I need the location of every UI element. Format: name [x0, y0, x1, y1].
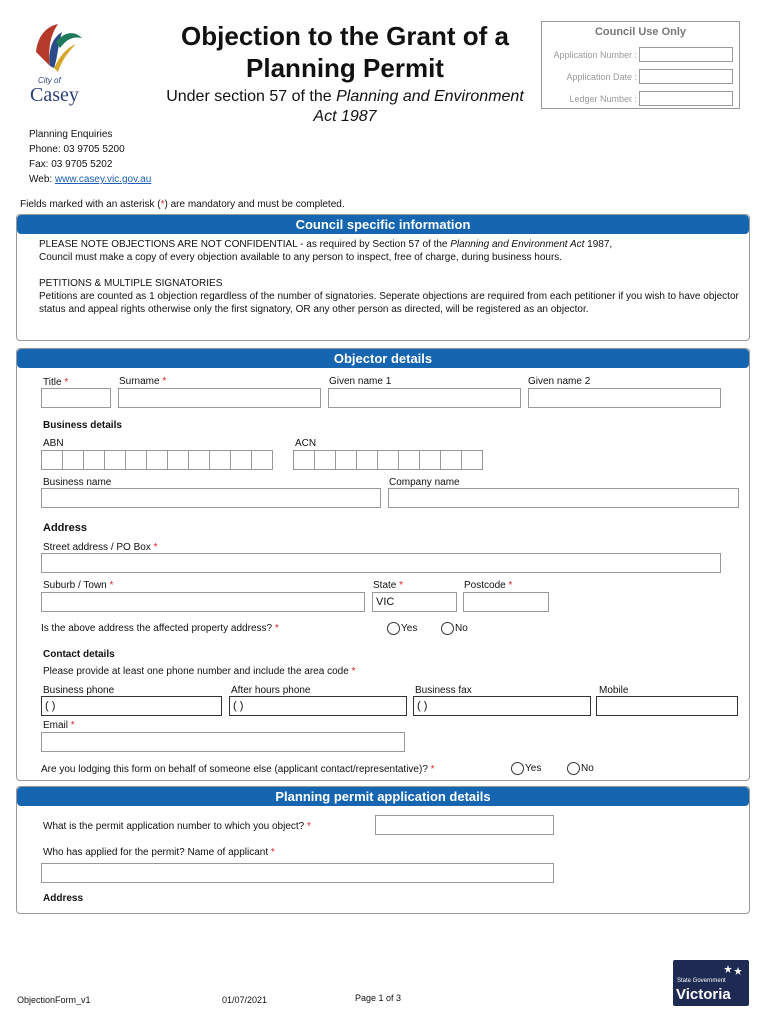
affected-no-label: No [455, 623, 468, 634]
suburb-label: Suburb / Town * [43, 580, 114, 591]
title-input[interactable] [41, 388, 111, 408]
council-info-section [16, 214, 750, 341]
application-number-field[interactable] [639, 47, 733, 62]
lodging-no-radio[interactable] [567, 762, 580, 775]
business-phone-label: Business phone [43, 685, 115, 696]
affected-no-radio[interactable] [441, 622, 454, 635]
website-link[interactable]: www.casey.vic.gov.au [54, 174, 152, 185]
page-title: Objection to the Grant of a Planning Permit [181, 21, 509, 83]
state-label: State * [373, 580, 404, 591]
application-date-row: Application Date : [542, 69, 739, 85]
ledger-number-row: Ledger Number : [542, 91, 739, 107]
abn-input[interactable] [41, 450, 272, 470]
given-name-2-label: Given name 2 [528, 376, 591, 387]
vic-large-text: Victoria [676, 986, 731, 1003]
council-use-only-title: Council Use Only [594, 26, 687, 38]
given-name-1-input[interactable] [328, 388, 521, 408]
street-input[interactable] [41, 553, 721, 573]
acn-input[interactable] [293, 450, 482, 470]
mandatory-note: Fields marked with an asterisk (*) are mandatory and must be completed. [20, 199, 345, 210]
petitions-notice: PETITIONS & MULTIPLE SIGNATORIES Petitions are counted as 1 objection regardless of the number of signatories. Seperate objections are required from each petitioner if you wish to have objector status and appeal rights otherwise only the first signatory, OR any other person as directed, will be registered as an objector. [39, 278, 739, 315]
suburb-input[interactable] [41, 592, 365, 612]
application-number-row: Application Number : [542, 47, 739, 63]
city-of-casey-logo [28, 22, 90, 112]
abn-label: ABN [43, 438, 64, 449]
email-input[interactable] [41, 732, 405, 752]
surname-input[interactable] [118, 388, 321, 408]
given-name-1-label: Given name 1 [329, 376, 392, 387]
given-name-2-input[interactable] [528, 388, 721, 408]
lodging-question: Are you lodging this form on behalf of someone else (applicant contact/representative)? * [41, 764, 435, 775]
after-hours-phone-label: After hours phone [231, 685, 311, 696]
permit-address-heading: Address [43, 893, 84, 904]
applicant-question: Who has applied for the permit? Name of applicant * [43, 847, 275, 858]
permit-heading: Planning permit application details [17, 787, 749, 806]
lodging-yes-radio[interactable] [511, 762, 524, 775]
street-label: Street address / PO Box * [43, 542, 158, 553]
business-name-label: Business name [43, 477, 112, 488]
mobile-label: Mobile [599, 685, 629, 696]
logo-city-of: City of [38, 76, 61, 85]
postcode-label: Postcode * [464, 580, 513, 591]
after-hours-phone-input[interactable]: ( ) [229, 696, 407, 716]
vic-small-text: State Government [677, 978, 726, 984]
title-label: Title * [43, 377, 69, 388]
page-subtitle: Under section 57 of the Planning and Environment Act 1987 [166, 88, 524, 125]
objector-heading: Objector details [17, 349, 749, 368]
email-label: Email * [43, 720, 75, 731]
logo-casey: Casey [30, 84, 79, 106]
surname-label: Surname * [119, 376, 167, 387]
permit-section [16, 786, 750, 914]
company-name-label: Company name [389, 477, 460, 488]
acn-label: ACN [295, 438, 317, 449]
form-date: 01/07/2021 [222, 995, 268, 1005]
council-info-heading: Council specific information [17, 215, 749, 234]
permit-number-input[interactable] [375, 815, 554, 835]
form-version: ObjectionForm_v1 [17, 995, 91, 1005]
contact-details-heading: Contact details [43, 649, 115, 660]
ledger-number-field[interactable] [639, 91, 733, 106]
objector-section [16, 348, 750, 781]
address-heading: Address [43, 522, 88, 534]
affected-address-question: Is the above address the affected property address? * [41, 623, 279, 634]
mobile-input[interactable] [596, 696, 738, 716]
affected-yes-label: Yes [401, 623, 418, 634]
lodging-no-label: No [581, 763, 594, 774]
business-name-input[interactable] [41, 488, 381, 508]
business-fax-input[interactable]: ( ) [413, 696, 591, 716]
lodging-yes-label: Yes [525, 763, 542, 774]
contact-note: Please provide at least one phone number and include the area code * [43, 666, 356, 677]
business-fax-label: Business fax [415, 685, 472, 696]
victoria-government-logo [673, 960, 749, 1006]
council-use-only-box [541, 21, 740, 109]
company-name-input[interactable] [388, 488, 739, 508]
planning-enquiries: Planning Enquiries Phone: 03 9705 5200 Fax: 03 9705 5202 Web: www.casey.vic.gov.au [29, 129, 152, 185]
postcode-input[interactable] [463, 592, 549, 612]
casey-leaf-icon [28, 22, 90, 82]
business-details-heading: Business details [43, 420, 122, 431]
affected-yes-radio[interactable] [387, 622, 400, 635]
stars-icon [723, 964, 743, 980]
application-date-field[interactable] [639, 69, 733, 84]
state-input[interactable]: VIC [372, 592, 457, 612]
permit-number-question: What is the permit application number to which you object? * [43, 821, 311, 832]
applicant-name-input[interactable] [41, 863, 554, 883]
page-number: Page 1 of 3 [355, 993, 402, 1003]
business-phone-input[interactable]: ( ) [41, 696, 222, 716]
confidential-notice: PLEASE NOTE OBJECTIONS ARE NOT CONFIDENTIAL - as required by Section 57 of the Planning and Environment Act 1987, Council must make a copy of every objection available to any person to inspect, free of charge, during business hours. [39, 239, 613, 263]
